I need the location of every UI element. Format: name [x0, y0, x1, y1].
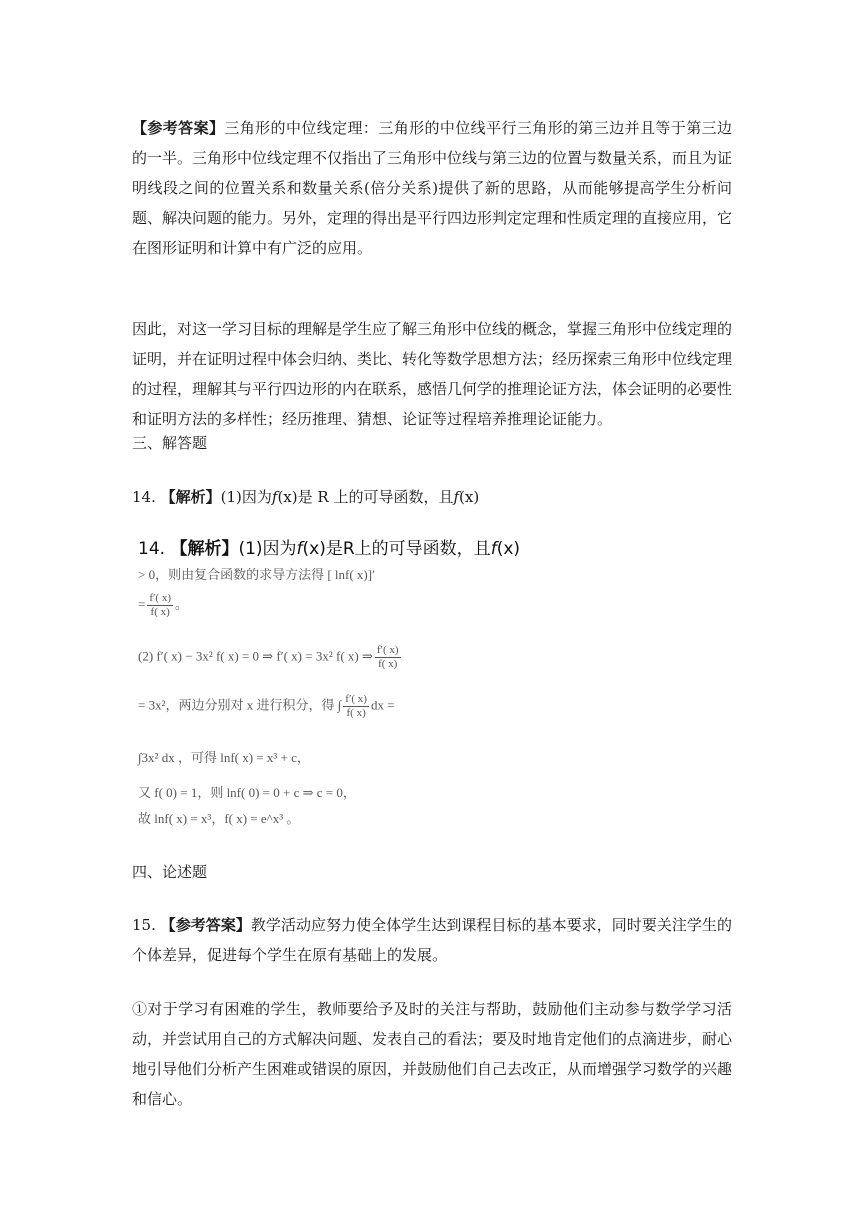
q14-f2: f: [453, 488, 460, 506]
q14-text-pre: (1)因为: [220, 488, 272, 506]
q14-number: 14.: [132, 488, 161, 506]
answer-tag: 【参考答案】: [132, 119, 225, 137]
scan-line-5: = 3x²，两边分别对 x 进行积分，得 ∫ $\frac{f'( x)}{f( x)}$ dx =: [138, 693, 395, 719]
q14-intro-line: [132, 482, 732, 512]
q14-f1: f: [271, 488, 278, 506]
answer-text: 三角形的中位线定理：三角形的中位线平行三角形的第三边并且等于第三边的一半。三角形中位线定理不仅指出了三角形中位线与第三边的位置与数量关系，而且为证明线段之间的位置关系和数量关系(倍分关系)提供了新的思路，从而能够提高学生分析问题、解决问题的能力。另外，定理的得出是平行四边形判定定理和性质定理的直接应用，它在图形证明和计算中有广泛的应用。: [132, 119, 733, 257]
answer-paragraph-1: [132, 113, 732, 263]
scan-line-2: > 0，则由复合函数的求导方法得 [ lnf( x)]′: [138, 567, 375, 582]
scan-heading: 14. 【解析】(1)因为f(x)是R上的可导函数，且f(x): [138, 539, 521, 559]
answer-paragraph-2: 因此，对这一学习目标的理解是学生应了解三角形中位线的概念，掌握三角形中位线定理的证明，并在证明过程中体会归纳、类比、转化等数学思想方法；经历探索三角形中位线定理的过程，理解其与平行四边形的内在联系，感悟几何学的推理论证方法，体会证明的必要性和证明方法的多样性；经历推理、猜想、论证等过程培养推理论证能力。: [132, 320, 733, 428]
q14-tag: 【解析】: [160, 488, 221, 506]
section-4-heading: 四、论述题: [132, 863, 208, 881]
scan-line-3: = $\frac{f'( x)}{f( x)}$ 。: [138, 592, 189, 618]
q14-text-post: (x): [459, 488, 480, 506]
q15-paragraph: [132, 910, 732, 970]
q15-item-1: ①对于学习有困难的学生，教师要给予及时的关注与帮助，鼓励他们主动参与数学学习活动，并尝试用自己的方式解决问题、发表自己的看法；要及时地肯定他们的点滴进步，耐心地引导他们分析产生困难或错误的原因，并鼓励他们自己去改正，从而增强学习数学的兴趣和信心。: [132, 1000, 733, 1108]
scan-line-7: 又 f( 0) = 1，则 lnf( 0) = 0 + c ⇒ c = 0，: [138, 785, 356, 800]
scan-line-6: ∫3x² dx ，可得 lnf( x) = x³ + c，: [138, 750, 310, 765]
q14-text-mid: (x)是 R 上的可导函数，且: [277, 488, 454, 506]
scan-line-8: 故 lnf( x) = x³，f( x) = e^x³ 。: [138, 811, 300, 826]
scan-line-4: (2) f′( x) − 3x² f( x) = 0 ⇒ f′( x) = 3x² f( x) ⇒ $\frac{f'( x)}{f( x)}$: [138, 644, 399, 670]
section-3-heading: 三、解答题: [132, 434, 208, 452]
q15-tag: 【参考答案】: [160, 916, 251, 934]
q15-number: 15.: [132, 916, 161, 934]
solution-scan-image: [132, 528, 572, 833]
q15-text: 教学活动应努力使全体学生达到课程目标的基本要求，同时要关注学生的个体差异，促进每个学生在原有基础上的发展。: [132, 916, 732, 964]
